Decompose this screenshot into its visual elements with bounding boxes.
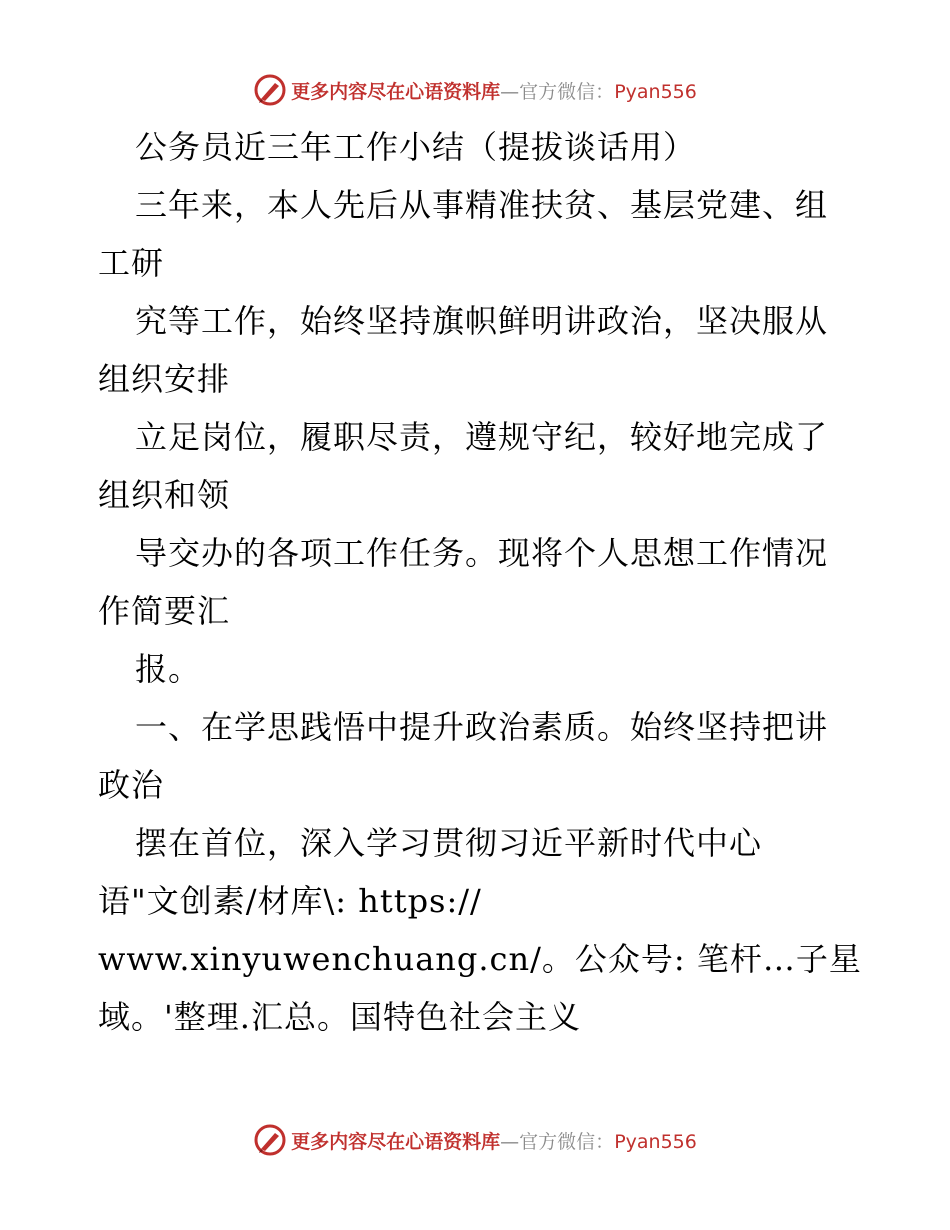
banner-title: 更多内容尽在心语资料库 [291,1130,501,1153]
text-line: 域。'整理.汇总。国特色社会主义 [98,998,581,1036]
header-banner [0,72,950,108]
banner-dash: — [500,80,520,103]
banner-wechat-id: Pyan556 [614,80,697,103]
text-line: 三年来，本人先后从事精准扶贫、基层党建、组 [135,186,829,224]
banner-wechat-label: 官方微信： [519,80,615,103]
pen-logo-icon [253,73,287,107]
text-line: 工研 [98,244,165,282]
document-body [98,118,862,1046]
text-line: 摆在首位，深入学习贯彻习近平新时代中心 [135,824,763,862]
banner-title: 更多内容尽在心语资料库 [291,80,501,103]
banner-wechat-id: Pyan556 [614,1130,697,1153]
banner-text [291,77,697,104]
text-line: www.xinyuwenchuang.cn/。公众号: 笔杆…子星 [98,940,862,978]
text-line: 立足岗位，履职尽责，遵规守纪，较好地完成了 [135,418,829,456]
banner-wechat-label: 官方微信： [519,1130,615,1153]
text-line: 一、在学思践悟中提升政治素质。始终坚持把讲 [135,708,829,746]
text-line: 究等工作，始终坚持旗帜鲜明讲政治，坚决服从 [135,302,829,340]
text-line: 组织安排 [98,360,231,398]
text-line: 报。 [135,650,202,688]
footer-banner [0,1122,950,1158]
text-line: 导交办的各项工作任务。现将个人思想工作情况 [135,534,829,572]
pen-logo-icon [253,1123,287,1157]
text-line: 组织和领 [98,476,231,514]
banner-dash: — [500,1130,520,1153]
text-line: 语"文创素/材库\: https:// [98,882,482,920]
banner-text [291,1127,697,1154]
text-line: 作简要汇 [98,592,231,630]
text-line: 政治 [98,766,165,804]
text-line: 公务员近三年工作小结（提拔谈话用） [135,128,697,166]
